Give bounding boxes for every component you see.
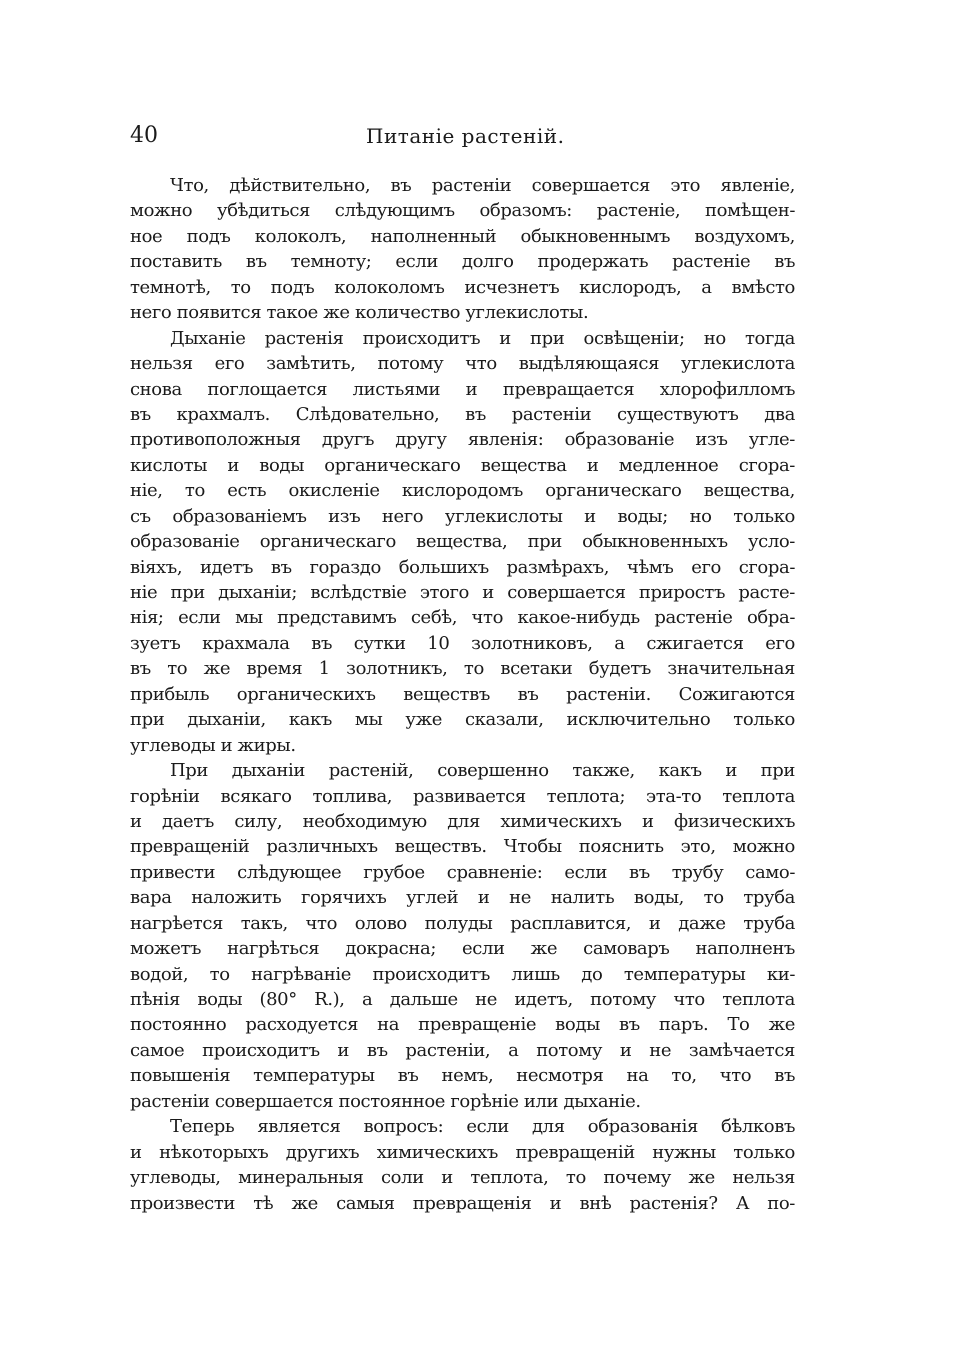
text-line: нагрѣется такъ, что олово полуды расплавится, и даже труба (130, 912, 795, 934)
text-line: Дыханіе растенія происходитъ и при освѣщеніи; но тогда (170, 327, 795, 349)
text-line: противоположныя другъ другу явленія: образованіе изъ угле- (130, 429, 795, 451)
text-line: вара наложить горячихъ углей и не налить воды, то труба (130, 887, 795, 909)
text-line: нія; если мы представимъ себѣ, что какое-нибудь растеніе обра- (130, 607, 795, 629)
text-line: водой, то нагрѣваніе происходитъ лишь до температуры ки- (130, 963, 795, 985)
text-line: привести слѣдующее грубое сравненіе: если въ трубу само- (130, 861, 795, 883)
text-line: зуетъ крахмала въ сутки 10 золотниковъ, а сжигается его (130, 632, 795, 654)
text-line: можно убѣдиться слѣдующимъ образомъ: растеніе, помѣщен- (130, 200, 795, 222)
text-line: поставить въ темноту; если долго продержать растеніе въ (130, 251, 795, 273)
text-line: ное подъ колоколъ, наполненный обыкновеннымъ воздухомъ, (130, 225, 795, 247)
text-line: и даетъ силу, необходимую для химическихъ и физическихъ (130, 810, 795, 832)
text-line: віяхъ, идетъ въ гораздо большихъ размѣрахъ, чѣмъ его сгора- (130, 556, 795, 578)
text-line: при дыханіи, какъ мы уже сказали, исключительно только (130, 709, 795, 731)
text-line: ніе, то есть окисленіе кислородомъ органическаго вещества, (130, 480, 795, 502)
body-text (130, 173, 795, 1216)
page-header (130, 120, 795, 152)
text-line: съ образованіемъ изъ него углекислоты и воды; но только (130, 505, 795, 527)
text-line: горѣніи всякаго топлива, развивается теплота; эта-то теплота (130, 785, 795, 807)
page-number: 40 (130, 123, 158, 148)
text-line: превращеній различныхъ веществъ. Чтобы пояснить это, можно (130, 836, 795, 858)
text-line: углеводы, минеральныя соли и теплота, то почему же нельзя (130, 1167, 795, 1189)
text-line: постоянно расходуется на превращеніе воды въ паръ. То же (130, 1014, 795, 1036)
text-line: растеніи совершается постоянное горѣніе или дыханіе. (130, 1090, 641, 1112)
text-line: въ крахмалъ. Слѣдовательно, въ растеніи существуютъ два (130, 403, 795, 425)
text-line: темнотѣ, то подъ колоколомъ исчезнетъ кислородъ, а вмѣсто (130, 276, 795, 298)
text-line: ніе при дыханіи; вслѣдствіе этого и совершается приростъ расте- (130, 582, 795, 603)
text-line: кислоты и воды органическаго вещества и медленное сгора- (130, 454, 795, 476)
text-line: произвести тѣ же самыя превращенія и внѣ растенія? А по- (130, 1192, 795, 1214)
text-line: Что, дѣйствительно, въ растеніи совершается это явленіе, (170, 175, 795, 196)
text-line: Теперь является вопросъ: если для образованія бѣлковъ (170, 1116, 795, 1138)
text-line: и нѣкоторыхъ другихъ химическихъ превращеній нужны только (130, 1141, 795, 1163)
text-line: повышенія температуры въ немъ, несмотря на то, что въ (130, 1065, 795, 1087)
text-line: въ то же время 1 золотникъ, то всетаки будетъ значительная (130, 658, 795, 680)
text-line: можетъ нагрѣться докрасна; если же самоваръ наполненъ (130, 938, 795, 960)
text-line: прибыль органическихъ веществъ въ растеніи. Сожигаются (130, 683, 795, 705)
text-line: самое происходитъ и въ растеніи, а потому и не замѣчается (130, 1039, 795, 1061)
text-line: пѣнія воды (80° R.), а дальше не идетъ, потому что теплота (130, 989, 795, 1010)
text-line: образованіе органическаго вещества, при обыкновенныхъ усло- (130, 531, 795, 553)
text-line: При дыханіи растеній, совершенно также, какъ и при (170, 760, 795, 782)
text-line: нельзя его замѣтить, потому что выдѣляющаяся углекислота (130, 353, 795, 375)
text-line: него появится такое же количество углекислоты. (130, 302, 589, 324)
running-title: Питаніе растеній. (366, 124, 565, 148)
text-line: углеводы и жиры. (130, 734, 296, 756)
text-line: снова поглощается листьями и превращается хлорофилломъ (130, 378, 795, 400)
